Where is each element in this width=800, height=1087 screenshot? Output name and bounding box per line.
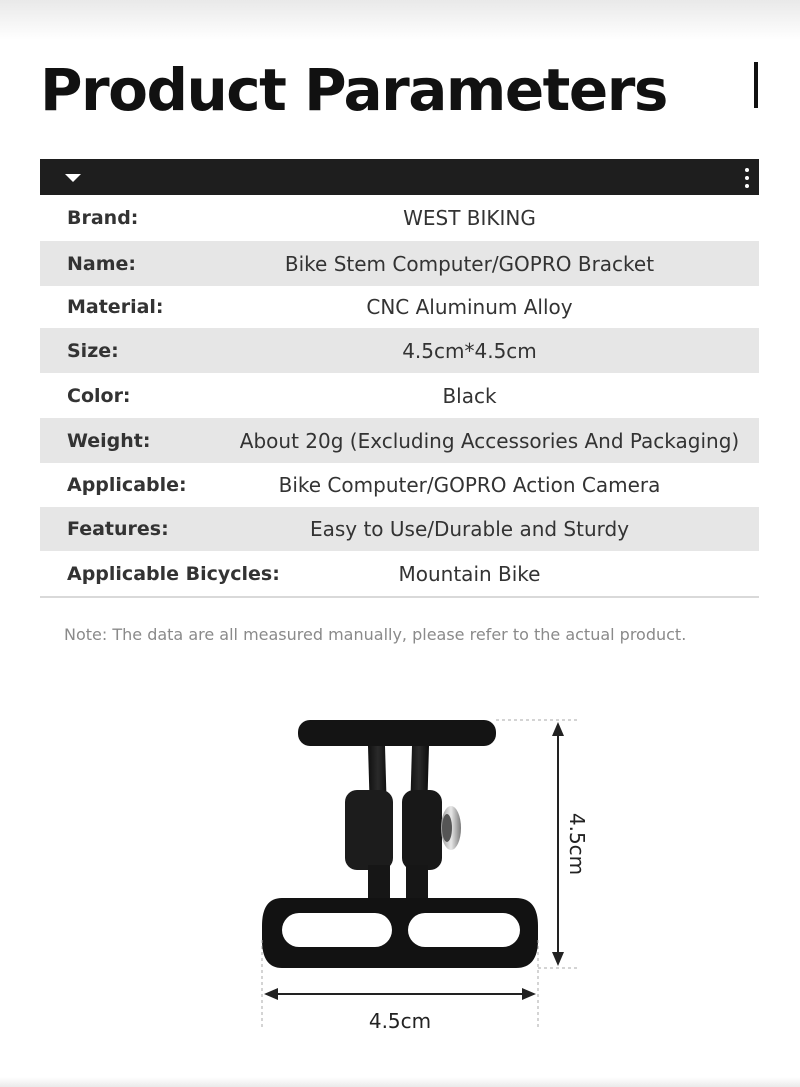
spec-row-color [40,373,759,418]
spec-label: Applicable: [67,474,187,496]
spec-label: Weight: [67,429,151,452]
spec-row-weight [40,418,759,463]
spec-row-applicable-bicycles [40,551,759,596]
spec-value: CNC Aluminum Alloy [366,295,573,319]
spec-value: About 20g (Excluding Accessories And Packaging) [239,428,740,453]
spec-value: Bike Computer/GOPRO Action Camera [278,473,661,497]
top-fade [0,0,800,40]
caret-down-icon[interactable] [65,174,81,182]
spec-value: WEST BIKING [403,206,536,230]
product-dimension-figure [240,700,620,1050]
bottom-fade [0,1077,800,1087]
spec-label: Applicable Bicycles: [67,562,280,585]
spec-row-size [40,328,759,373]
spec-value: Easy to Use/Durable and Sturdy [309,517,630,541]
width-label: 4.5cm [368,1009,432,1033]
kebab-menu-icon[interactable] [745,168,749,188]
spec-value: Bike Stem Computer/GOPRO Bracket [284,251,655,276]
spec-value: Black [442,383,497,408]
table-divider [40,596,759,598]
spec-label: Features: [67,518,169,540]
spec-row-material [40,286,759,328]
spec-label: Size: [67,339,119,362]
spec-label: Name: [67,252,137,275]
title-accent-bar [754,62,758,108]
height-label: 4.5cm [565,812,589,876]
spec-label: Material: [67,296,164,318]
spec-row-features [40,507,759,551]
spec-row-applicable [40,463,759,507]
spec-row-name [40,241,759,286]
spec-table-header [40,159,759,195]
spec-label: Brand: [67,207,139,229]
spec-value: 4.5cm*4.5cm [402,338,537,363]
spec-table [40,159,759,598]
measurement-note: Note: The data are all measured manually, please refer to the actual product. [64,625,687,644]
spec-label: Color: [67,384,131,407]
bracket-product-image [262,720,538,968]
spec-row-brand [40,195,759,241]
page-title: Product Parameters [40,56,667,124]
spec-value: Mountain Bike [398,561,541,586]
